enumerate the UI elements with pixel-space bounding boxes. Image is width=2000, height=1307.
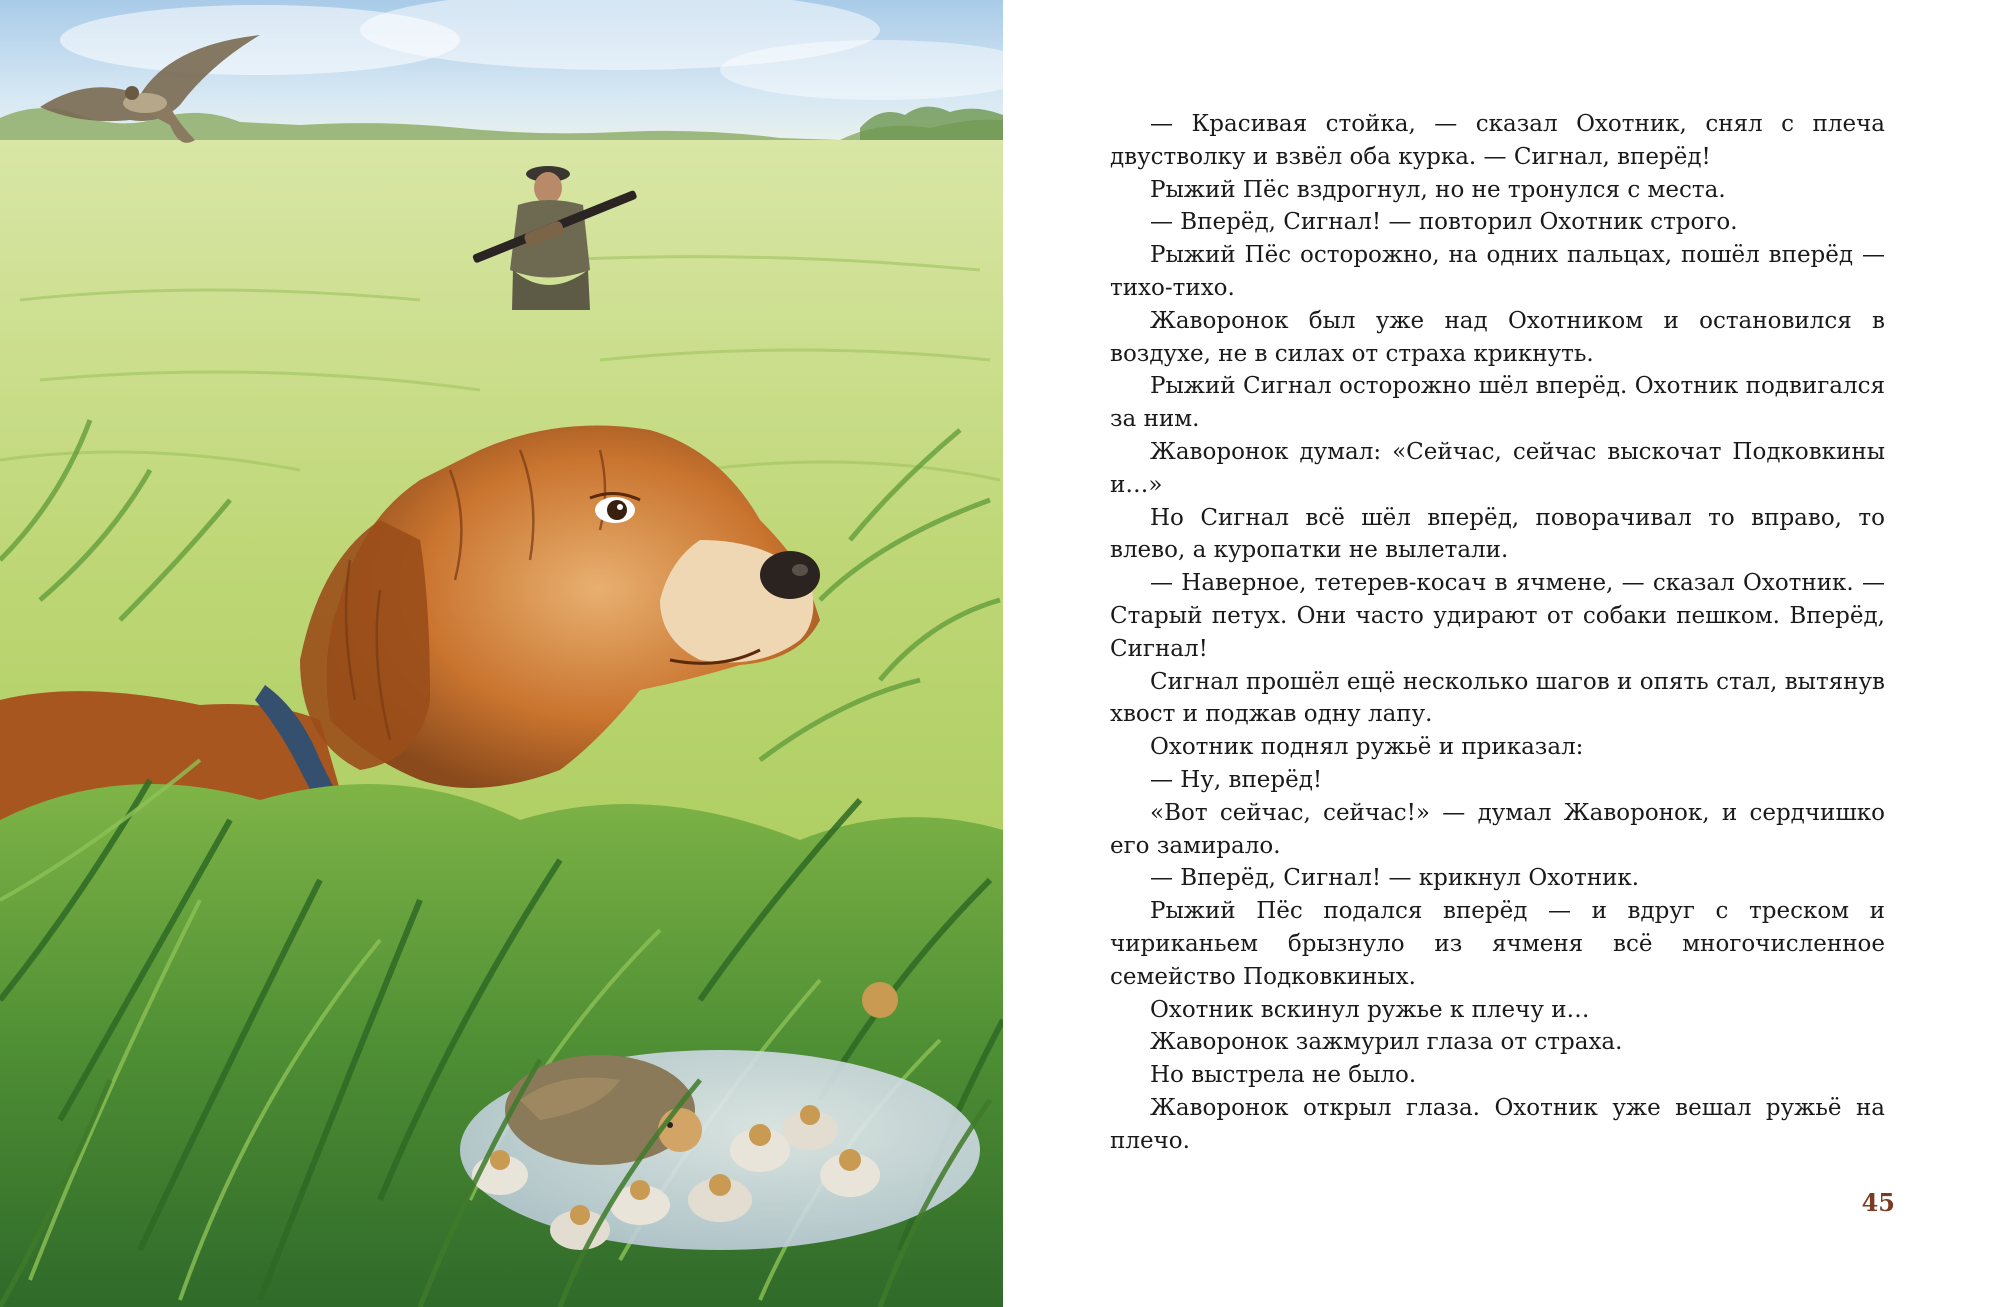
paragraph: Рыжий Пёс подался вперёд — и вдруг с треском и чириканьем брызнуло из ячменя всё многочисленное семейство Подковкиных. bbox=[1110, 898, 1885, 990]
paragraph: — Вперёд, Сигнал! — повторил Охотник строго. bbox=[1150, 209, 1738, 236]
paragraph: — Красивая стойка, — сказал Охотник, снял с плеча двустволку и взвёл оба курка. — Сигнал, вперёд! bbox=[1110, 111, 1885, 170]
paragraph: Но выстрела не было. bbox=[1150, 1062, 1417, 1089]
paragraph: Жаворонок был уже над Охотником и остановился в воздухе, не в силах от страха крикнуть. bbox=[1110, 307, 1885, 367]
paragraph: — Вперёд, Сигнал! — крикнул Охотник. bbox=[1150, 865, 1640, 892]
paragraph: — Наверное, тетерев-косач в ячмене, — сказал Охотник. — Старый петух. Они часто удирают от собаки пешком. Вперёд, Сигнал! bbox=[1110, 570, 1885, 662]
paragraph: Жаворонок открыл глаза. Охотник уже вешал ружьё на плечо. bbox=[1110, 1094, 1885, 1154]
text-column bbox=[1110, 108, 1885, 1158]
paragraph: Жаворонок думал: «Сейчас, сейчас выскочат Подковкины и…» bbox=[1110, 438, 1885, 498]
paragraph: Рыжий Сигнал осторожно шёл вперёд. Охотник подвигался за ним. bbox=[1110, 373, 1885, 433]
page-number: 45 bbox=[1861, 1188, 1895, 1217]
paragraph: Охотник вскинул ружье к плечу и… bbox=[1150, 996, 1590, 1023]
paragraph: Охотник поднял ружьё и приказал: bbox=[1150, 734, 1584, 761]
paragraph: Но Сигнал всё шёл вперёд, поворачивал то вправо, то влево, а куропатки не вылетали. bbox=[1110, 504, 1885, 564]
paragraph: Рыжий Пёс вздрогнул, но не тронулся с места. bbox=[1150, 176, 1726, 203]
paragraph: Жаворонок зажмурил глаза от страха. bbox=[1150, 1029, 1623, 1056]
paragraph: «Вот сейчас, сейчас!» — думал Жаворонок, и сердчишко его замирало. bbox=[1110, 799, 1885, 859]
paragraph: Сигнал прошёл ещё несколько шагов и опять стал, вытянув хвост и поджав одну лапу. bbox=[1110, 668, 1885, 728]
paragraph: Рыжий Пёс осторожно, на одних пальцах, пошёл вперёд — тихо-тихо. bbox=[1110, 242, 1885, 301]
paragraph: — Ну, вперёд! bbox=[1150, 766, 1323, 793]
